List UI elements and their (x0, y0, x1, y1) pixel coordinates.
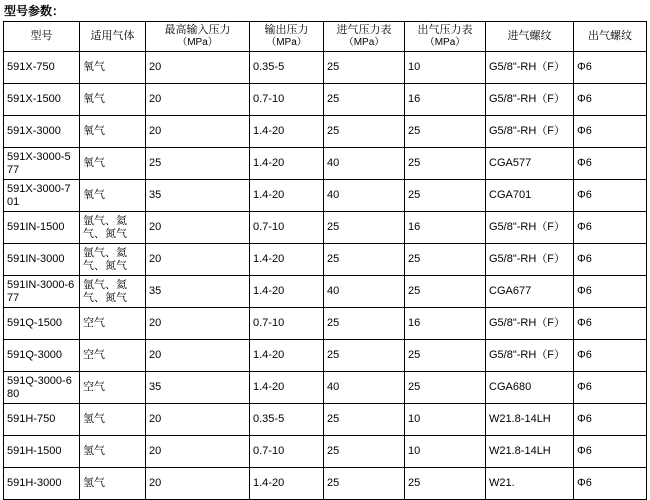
cell-gas: 氢气 (80, 436, 146, 468)
header-label: 进气压力表 (336, 24, 392, 36)
table-row (4, 84, 647, 116)
header-unit: （MPa） (343, 37, 385, 48)
cell-max-inlet-pressure: 35 (146, 372, 250, 404)
cell-outlet-gauge: 25 (405, 148, 486, 180)
cell-inlet-gauge: 25 (324, 468, 405, 500)
cell-outlet-thread: Φ6 (574, 340, 647, 372)
cell-max-inlet-pressure: 25 (146, 148, 250, 180)
table-row (4, 436, 647, 468)
table-row (4, 468, 647, 500)
cell-outlet-gauge: 10 (405, 436, 486, 468)
cell-max-inlet-pressure: 20 (146, 436, 250, 468)
table-body (4, 52, 647, 500)
table-row (4, 212, 647, 244)
header-label: 出气压力表 (417, 24, 473, 36)
header-label: 出气螺纹 (588, 30, 632, 42)
cell-model: 591H-3000 (4, 468, 80, 500)
cell-gas: 氢气 (80, 468, 146, 500)
cell-outlet-pressure: 0.7-10 (250, 212, 324, 244)
cell-gas: 氢气 (80, 404, 146, 436)
cell-inlet-gauge: 25 (324, 308, 405, 340)
header-cell-max-inlet-pressure (146, 22, 250, 52)
cell-outlet-gauge: 25 (405, 276, 486, 308)
cell-outlet-thread: Φ6 (574, 308, 647, 340)
table-row (4, 116, 647, 148)
cell-gas: 氧气 (80, 52, 146, 84)
cell-outlet-gauge: 25 (405, 372, 486, 404)
cell-inlet-gauge: 25 (324, 244, 405, 276)
table-row (4, 276, 647, 308)
cell-model: 591X-3000 (4, 116, 80, 148)
table-row (4, 372, 647, 404)
cell-outlet-pressure: 1.4-20 (250, 180, 324, 212)
cell-outlet-thread: Φ6 (574, 116, 647, 148)
cell-max-inlet-pressure: 20 (146, 404, 250, 436)
cell-gas: 氧气 (80, 148, 146, 180)
cell-max-inlet-pressure: 20 (146, 340, 250, 372)
cell-outlet-pressure: 1.4-20 (250, 116, 324, 148)
cell-gas: 氩气、氦气、氮气 (80, 212, 146, 244)
cell-model: 591X-3000-577 (4, 148, 80, 180)
cell-outlet-thread: Φ6 (574, 212, 647, 244)
cell-max-inlet-pressure: 20 (146, 116, 250, 148)
cell-inlet-thread: G5/8"-RH（F） (486, 308, 574, 340)
cell-max-inlet-pressure: 20 (146, 212, 250, 244)
header-cell-outlet-thread (574, 22, 647, 52)
cell-outlet-thread: Φ6 (574, 52, 647, 84)
cell-gas: 氩气、氦气、氮气 (80, 244, 146, 276)
cell-inlet-gauge: 40 (324, 148, 405, 180)
header-cell-inlet-thread (486, 22, 574, 52)
cell-model: 591H-750 (4, 404, 80, 436)
cell-outlet-thread: Φ6 (574, 372, 647, 404)
header-cell-outlet-pressure (250, 22, 324, 52)
cell-inlet-gauge: 25 (324, 404, 405, 436)
cell-gas: 空气 (80, 372, 146, 404)
cell-outlet-thread: Φ6 (574, 404, 647, 436)
header-cell-outlet-gauge (405, 22, 486, 52)
table-row (4, 180, 647, 212)
header-label: 最高输入压力 (164, 24, 231, 36)
header-label: 进气螺纹 (507, 30, 552, 42)
header-cell-model (4, 22, 80, 52)
cell-inlet-gauge: 25 (324, 212, 405, 244)
cell-outlet-pressure: 1.4-20 (250, 276, 324, 308)
cell-model: 591X-1500 (4, 84, 80, 116)
cell-model: 591H-1500 (4, 436, 80, 468)
cell-inlet-thread: G5/8"-RH（F） (486, 244, 574, 276)
cell-inlet-thread: W21. (486, 468, 574, 500)
header-label: 适用气体 (90, 30, 135, 42)
cell-outlet-thread: Φ6 (574, 148, 647, 180)
cell-inlet-thread: G5/8"-RH（F） (486, 52, 574, 84)
cell-inlet-gauge: 40 (324, 180, 405, 212)
cell-model: 591IN-1500 (4, 212, 80, 244)
cell-inlet-thread: CGA577 (486, 148, 574, 180)
cell-inlet-gauge: 25 (324, 116, 405, 148)
cell-max-inlet-pressure: 20 (146, 52, 250, 84)
cell-inlet-thread: CGA677 (486, 276, 574, 308)
cell-model: 591IN-3000-677 (4, 276, 80, 308)
cell-outlet-gauge: 16 (405, 84, 486, 116)
cell-outlet-thread: Φ6 (574, 436, 647, 468)
cell-outlet-thread: Φ6 (574, 84, 647, 116)
cell-model: 591X-750 (4, 52, 80, 84)
cell-inlet-gauge: 40 (324, 276, 405, 308)
cell-outlet-thread: Φ6 (574, 276, 647, 308)
table-row (4, 244, 647, 276)
cell-outlet-gauge: 25 (405, 340, 486, 372)
cell-outlet-gauge: 25 (405, 468, 486, 500)
cell-inlet-thread: CGA680 (486, 372, 574, 404)
header-label: 型号 (30, 30, 53, 42)
cell-max-inlet-pressure: 20 (146, 468, 250, 500)
cell-model: 591Q-3000-680 (4, 372, 80, 404)
cell-model: 591Q-3000 (4, 340, 80, 372)
cell-outlet-pressure: 0.7-10 (250, 84, 324, 116)
cell-max-inlet-pressure: 35 (146, 276, 250, 308)
cell-outlet-pressure: 1.4-20 (250, 148, 324, 180)
cell-max-inlet-pressure: 20 (146, 308, 250, 340)
cell-outlet-pressure: 1.4-20 (250, 340, 324, 372)
cell-outlet-pressure: 0.7-10 (250, 436, 324, 468)
page-title: 型号参数： (4, 4, 65, 18)
cell-outlet-thread: Φ6 (574, 468, 647, 500)
cell-inlet-thread: G5/8"-RH（F） (486, 340, 574, 372)
cell-gas: 氧气 (80, 180, 146, 212)
cell-gas: 空气 (80, 308, 146, 340)
table-row (4, 308, 647, 340)
cell-outlet-pressure: 1.4-20 (250, 244, 324, 276)
spec-table (3, 21, 647, 500)
cell-inlet-thread: CGA701 (486, 180, 574, 212)
table-row (4, 340, 647, 372)
table-header (4, 22, 647, 52)
cell-outlet-thread: Φ6 (574, 244, 647, 276)
cell-inlet-thread: W21.8-14LH (486, 404, 574, 436)
cell-outlet-gauge: 16 (405, 308, 486, 340)
table-row (4, 52, 647, 84)
cell-inlet-gauge: 40 (324, 372, 405, 404)
cell-inlet-thread: G5/8"-RH（F） (486, 116, 574, 148)
cell-inlet-gauge: 25 (324, 340, 405, 372)
cell-outlet-gauge: 10 (405, 52, 486, 84)
cell-inlet-gauge: 25 (324, 52, 405, 84)
cell-gas: 氩气、氦气、氮气 (80, 276, 146, 308)
cell-outlet-pressure: 0.7-10 (250, 308, 324, 340)
cell-max-inlet-pressure: 20 (146, 84, 250, 116)
cell-max-inlet-pressure: 20 (146, 244, 250, 276)
cell-outlet-gauge: 25 (405, 116, 486, 148)
table-row (4, 148, 647, 180)
cell-gas: 氧气 (80, 116, 146, 148)
cell-outlet-pressure: 1.4-20 (250, 468, 324, 500)
cell-outlet-thread: Φ6 (574, 180, 647, 212)
cell-model: 591Q-1500 (4, 308, 80, 340)
cell-outlet-gauge: 10 (405, 404, 486, 436)
header-unit: （MPa） (424, 37, 466, 48)
cell-inlet-thread: G5/8"-RH（F） (486, 84, 574, 116)
cell-max-inlet-pressure: 35 (146, 180, 250, 212)
cell-inlet-gauge: 25 (324, 84, 405, 116)
header-cell-inlet-gauge (324, 22, 405, 52)
cell-outlet-pressure: 0.35-5 (250, 52, 324, 84)
cell-outlet-gauge: 25 (405, 180, 486, 212)
header-unit: （MPa） (177, 37, 218, 48)
header-unit: （MPa） (266, 37, 307, 48)
cell-outlet-pressure: 0.35-5 (250, 404, 324, 436)
header-cell-gas (80, 22, 146, 52)
cell-outlet-gauge: 16 (405, 212, 486, 244)
cell-inlet-gauge: 25 (324, 436, 405, 468)
cell-outlet-gauge: 25 (405, 244, 486, 276)
cell-gas: 空气 (80, 340, 146, 372)
header-row (4, 22, 647, 52)
cell-inlet-thread: G5/8"-RH（F） (486, 212, 574, 244)
cell-model: 591IN-3000 (4, 244, 80, 276)
cell-outlet-pressure: 1.4-20 (250, 372, 324, 404)
table-row (4, 404, 647, 436)
cell-gas: 氧气 (80, 84, 146, 116)
header-label: 输出压力 (264, 24, 309, 36)
cell-inlet-thread: W21.8-14LH (486, 436, 574, 468)
cell-model: 591X-3000-701 (4, 180, 80, 212)
